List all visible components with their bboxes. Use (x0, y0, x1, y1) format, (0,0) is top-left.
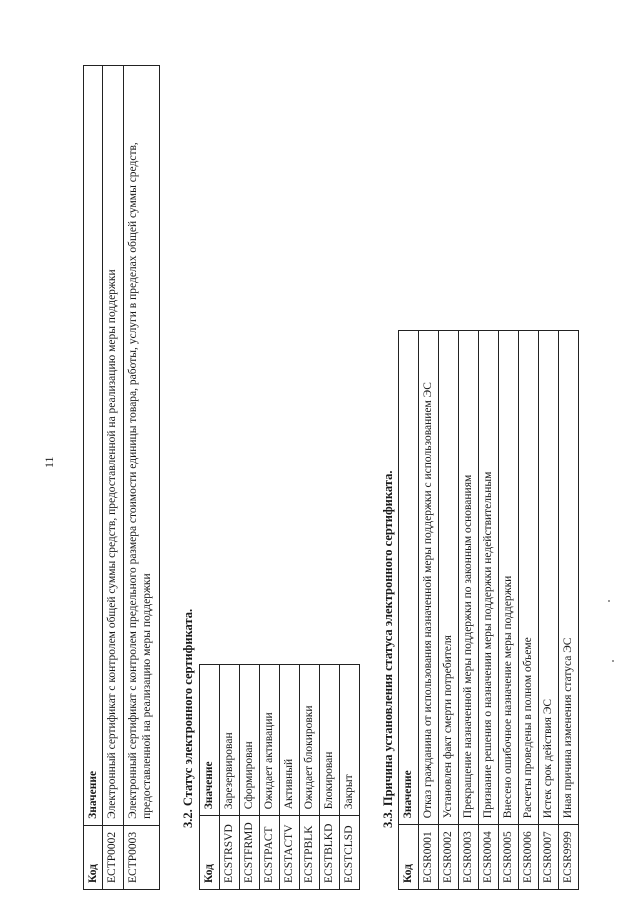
table-header-row (399, 331, 419, 890)
cell-value: Истек срок действия ЭС (539, 331, 559, 825)
column-header-code: Код (200, 816, 220, 890)
cell-value: Внесено ошибочное назначение меры поддержки (499, 331, 519, 825)
cell-value: Закрыт (340, 665, 360, 816)
cell-value: Активный (280, 665, 300, 816)
table-row (519, 331, 539, 890)
table-row (240, 665, 260, 890)
scan-speck (608, 600, 610, 602)
column-header-value: Значение (200, 665, 220, 816)
table-row (124, 66, 160, 890)
column-header-code: Код (84, 825, 103, 889)
page-number (42, 456, 57, 468)
cell-value: Электронный сертификат с контролем общей суммы средств, предоставленной на реализацию меры поддержки (103, 66, 124, 826)
table-row (103, 66, 124, 890)
cell-value: Расчеты проведены в полном объеме (519, 331, 539, 825)
cell-code: ECTP0002 (103, 825, 124, 889)
table-header-row (84, 66, 103, 890)
table-row (539, 331, 559, 890)
cell-code: ECSTPBLK (300, 816, 320, 890)
section-title-status (181, 609, 196, 828)
cell-code: ECSTFRMD (240, 816, 260, 890)
table-row (300, 665, 320, 890)
table-row (260, 665, 280, 890)
cell-code: ECSTCLSD (340, 816, 360, 890)
cell-code: ECSR0002 (439, 825, 459, 890)
page-number-text: 11 (42, 456, 56, 468)
table-status-reason (398, 330, 579, 890)
cell-code: ECTP0003 (124, 825, 160, 889)
column-header-code: Код (399, 825, 419, 890)
cell-code: ECSTBLKD (320, 816, 340, 890)
cell-code: ECSR0007 (539, 825, 559, 890)
table-certificate-status (199, 664, 360, 890)
table-row (220, 665, 240, 890)
cell-code: ECSR0004 (479, 825, 499, 890)
cell-value: Иная причина изменения статуса ЭС (559, 331, 579, 825)
cell-value: Установлен факт смерти потребителя (439, 331, 459, 825)
cell-code: ECSR9999 (559, 825, 579, 890)
cell-value: Блокирован (320, 665, 340, 816)
table-header-row (200, 665, 220, 890)
table-row (559, 331, 579, 890)
cell-value: Ожидает активации (260, 665, 280, 816)
table-row (419, 331, 439, 890)
table-row (459, 331, 479, 890)
cell-code: ECSTACTV (280, 816, 300, 890)
cell-value: Признание решения о назначении меры поддержки недействительным (479, 331, 499, 825)
table-row (499, 331, 519, 890)
cell-code: ECSR0005 (499, 825, 519, 890)
table-row (320, 665, 340, 890)
cell-value: Прекращение назначенной меры поддержки по законным основаниям (459, 331, 479, 825)
cell-code: ECSR0003 (459, 825, 479, 890)
scan-speck (612, 660, 614, 662)
cell-code: ECSR0001 (419, 825, 439, 890)
column-header-value: Значение (399, 331, 419, 825)
cell-value: Отказ гражданина от использования назначенной меры поддержки с использованием ЭС (419, 331, 439, 825)
section-title-reason-text: 3.3. Причина установления статуса электронного сертификата. (381, 470, 395, 828)
cell-code: ECSTRSVD (220, 816, 240, 890)
cell-value: Электронный сертификат с контролем предельного размера стоимости единицы товара, работы, услуги в пределах общей суммы средств, предоставленной на реализацию меры поддержки (124, 66, 160, 826)
cell-value: Ожидает блокировки (300, 665, 320, 816)
section-title-status-text: 3.2. Статус электронного сертификата. (181, 608, 195, 828)
cell-code: ECSR0006 (519, 825, 539, 890)
column-header-value: Значение (84, 66, 103, 826)
table-row (439, 331, 459, 890)
cell-value: Зарезервирован (220, 665, 240, 816)
table-row (479, 331, 499, 890)
cell-code: ECSTPACT (260, 816, 280, 890)
table-row (340, 665, 360, 890)
table-certificate-types (83, 65, 160, 890)
table-row (280, 665, 300, 890)
cell-value: Сформирован (240, 665, 260, 816)
section-title-reason (381, 471, 396, 828)
